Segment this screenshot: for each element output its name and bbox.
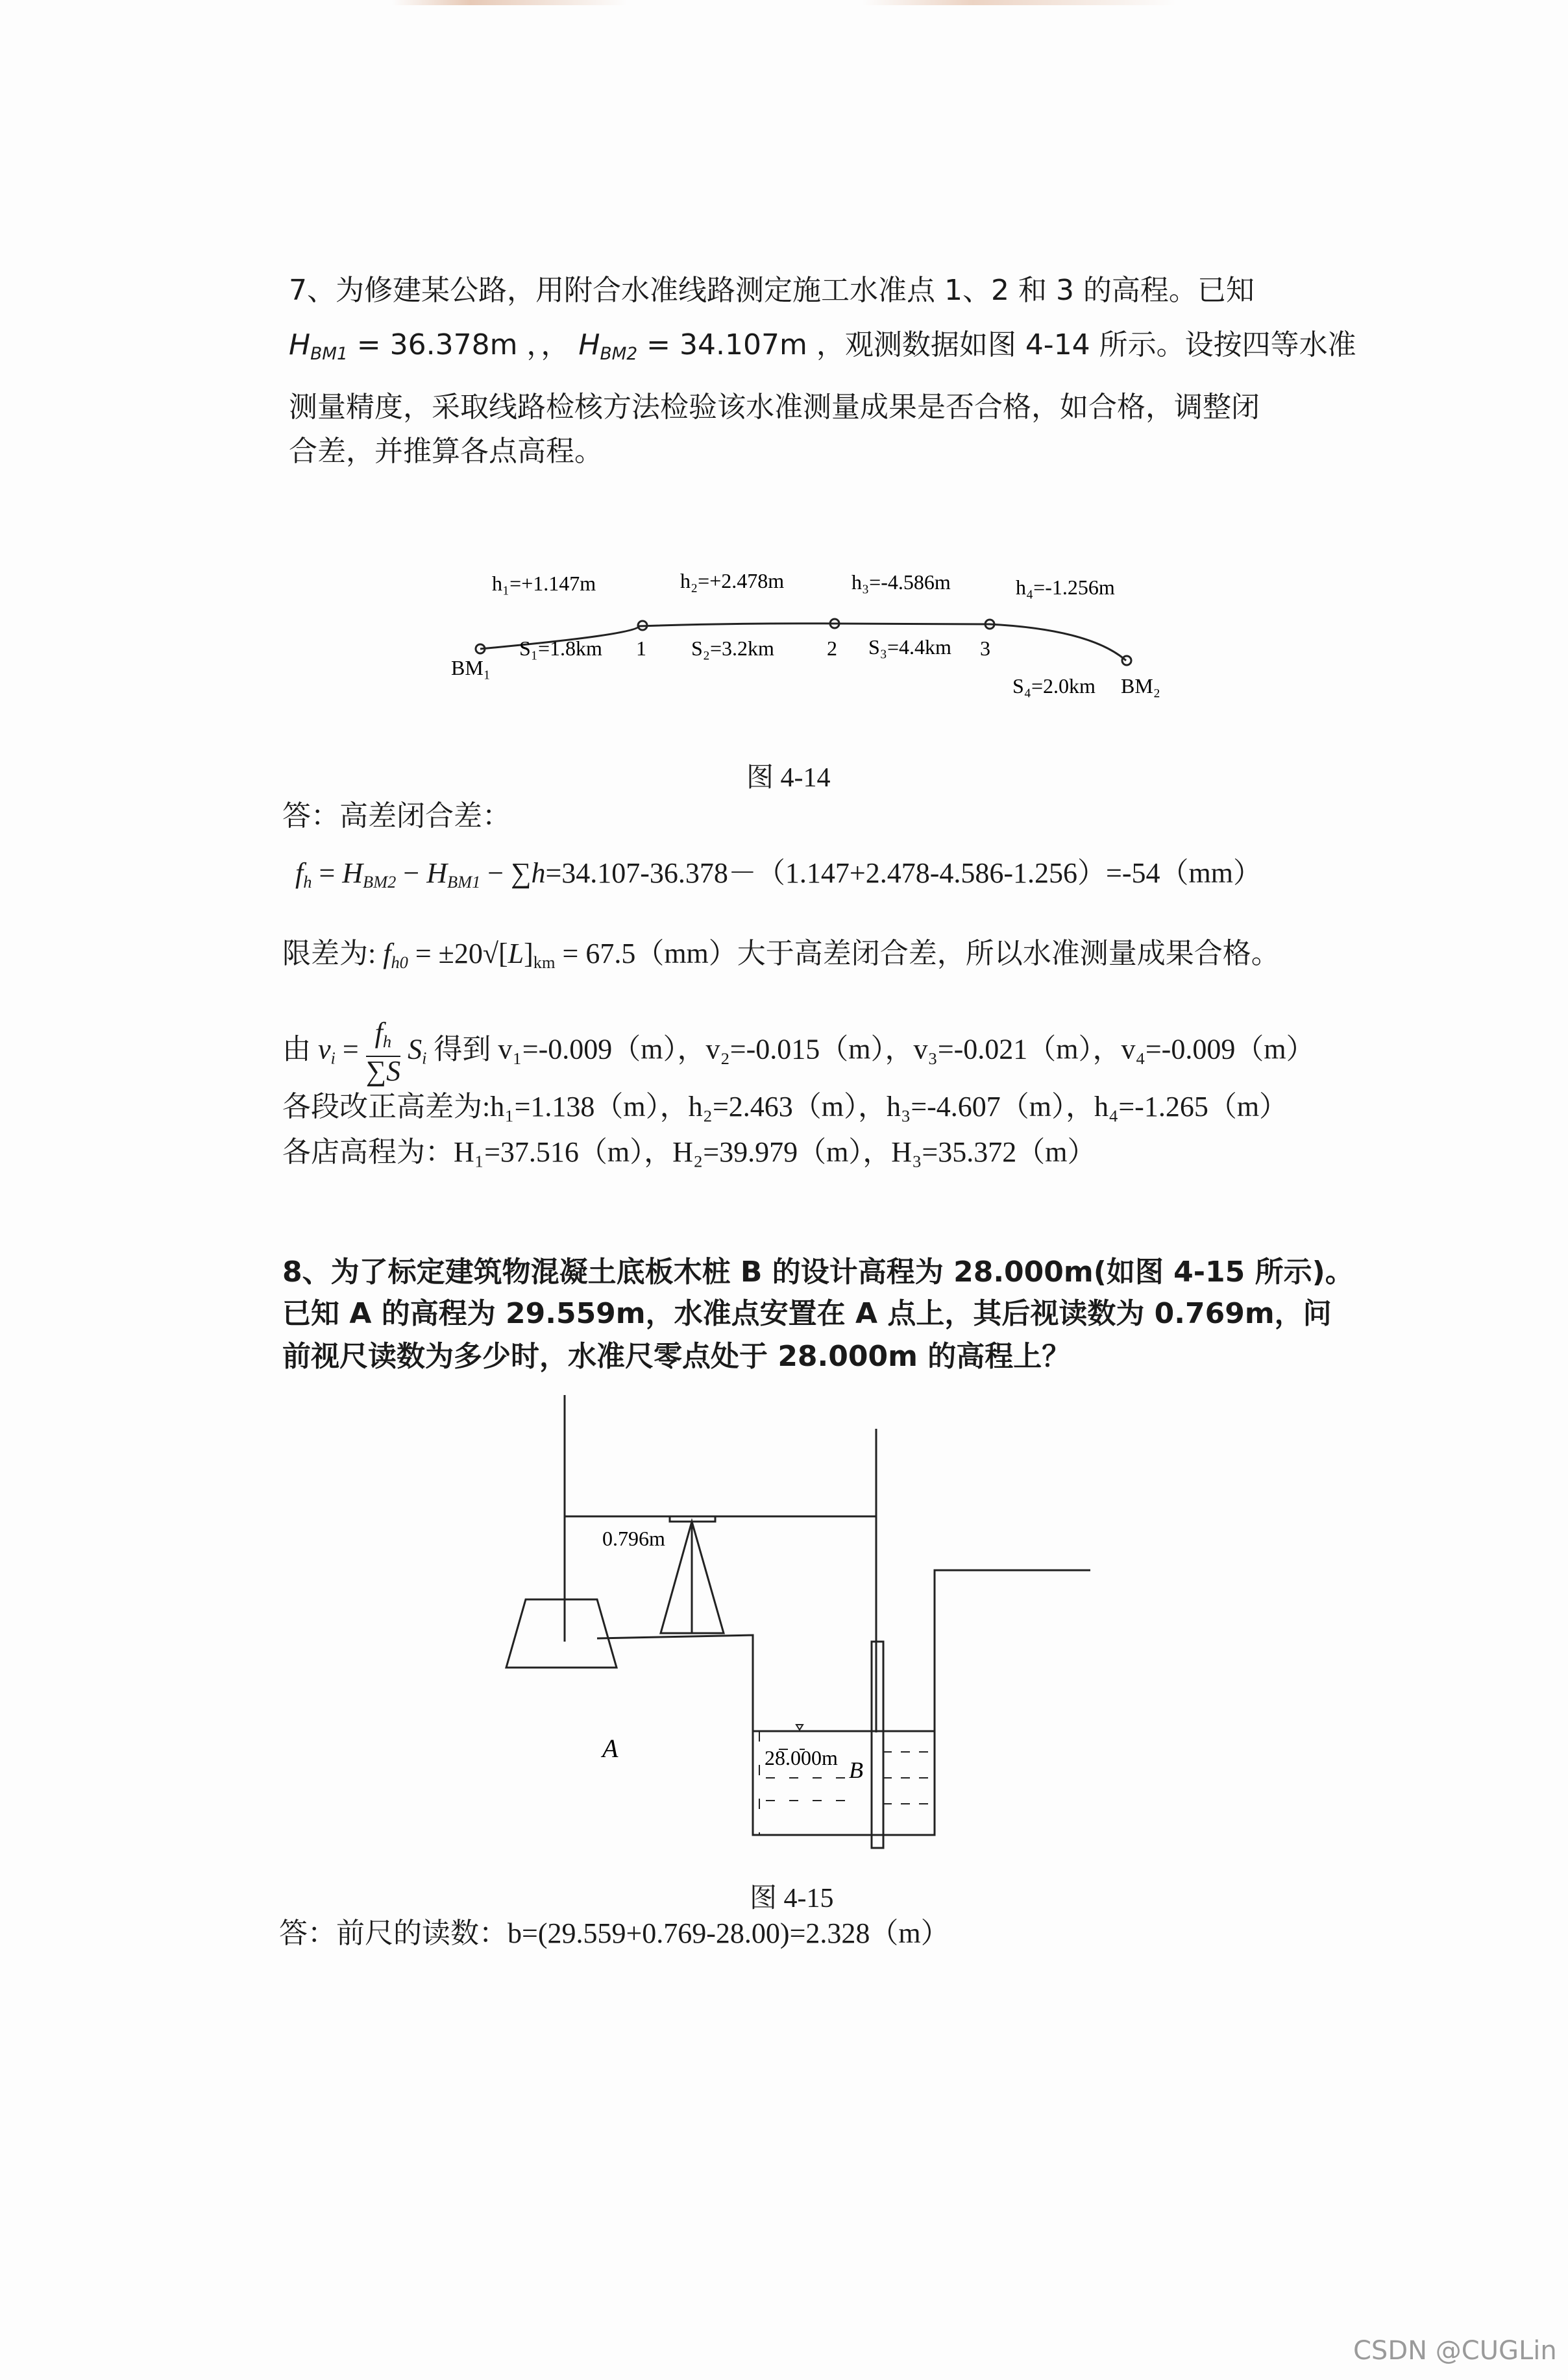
a7-elevations: 各店高程为：H₁=37.516（m），H₂=39.979（m），H₃=35.372（m） bbox=[282, 1136, 1096, 1168]
label-bm1: BM₁ bbox=[451, 656, 491, 679]
h-bm2-subscript: BM2 bbox=[600, 343, 638, 364]
a7-corrected-diffs: 各段改正高差为:h₁=1.138（m），h₂=2.463（m），h₃=-4.607（m），h₄=-1.265（m） bbox=[282, 1091, 1288, 1123]
label-s3: S₃=4.4km bbox=[868, 635, 951, 659]
a7-limit-prefix: 限差为: bbox=[282, 938, 384, 969]
label-h4: h₄=-1.256m bbox=[1016, 576, 1115, 599]
elevation-28-label: 28.000m bbox=[765, 1746, 838, 1769]
ground-profile bbox=[597, 1570, 1090, 1835]
reading-0796-label: 0.796m bbox=[602, 1527, 665, 1550]
q8-line3: 前视尺读数为多少时，水准尺零点处于 28.000m 的高程上？ bbox=[282, 1340, 1071, 1373]
fraction-fh-over-sum-s: $\frac{f_h}{\sum S}$ bbox=[365, 1017, 401, 1087]
a7-limit-suffix: = 67.5（mm）大于高差闭合差，所以水准测量成果合格。 bbox=[555, 938, 1280, 969]
benchmark-a-block bbox=[506, 1599, 617, 1668]
point-b-label: B bbox=[849, 1757, 863, 1783]
label-h2: h₂=+2.478m bbox=[680, 569, 785, 592]
csdn-watermark: CSDN @CUGLin bbox=[1353, 2336, 1557, 2366]
q7-line1: 7、为修建某公路，用附合水准线路测定施工水准点 1、2 和 3 的高程。已知 bbox=[289, 274, 1255, 307]
q7-line4: 合差，并推算各点高程。 bbox=[289, 435, 603, 468]
a7-limit: 限差为: $f_{h0} = \pm 20√[L]_{km} = 67.5(mm)$大于高差闭合差，所以水准测量成果合格。 bbox=[282, 938, 1280, 972]
q8-line1: 8、为了标定建筑物混凝土底板木桩 B 的设计高程为 28.000m(如图 4-15 所示)。 bbox=[282, 1256, 1354, 1289]
label-bm2: BM₂ bbox=[1121, 674, 1160, 698]
label-h1: h₁=+1.147m bbox=[492, 572, 596, 595]
water-level-marker-icon bbox=[796, 1725, 803, 1730]
stake-b bbox=[872, 1642, 883, 1848]
a7-intro: 答：高差闭合差： bbox=[282, 800, 511, 832]
bm2-point bbox=[1122, 656, 1131, 665]
h-bm2-value: = 34.107m ，观测数据如图 4-14 所示。设按四等水准 bbox=[637, 328, 1356, 361]
figure-4-14-leveling-route bbox=[441, 558, 1194, 714]
label-point-3: 3 bbox=[980, 637, 990, 660]
label-h3: h₃=-4.586m bbox=[851, 570, 951, 594]
q8-line2: 已知 A 的高程为 29.559m，水准点安置在 A 点上，其后视读数为 0.769m，问 bbox=[282, 1297, 1332, 1330]
h-bm1-subscript: BM1 bbox=[310, 343, 348, 364]
label-s4: S₄=2.0km bbox=[1012, 674, 1096, 698]
a7-v-prefix: 由 bbox=[282, 1033, 318, 1065]
h-bm1-symbol: H bbox=[289, 328, 311, 361]
label-point-2: 2 bbox=[827, 637, 837, 660]
label-point-1: 1 bbox=[636, 637, 646, 660]
figure-4-15-diagram bbox=[493, 1389, 1116, 1856]
q7-line3: 测量精度，采取线路检核方法检验该水准测量成果是否合格，如合格，调整闭 bbox=[289, 391, 1260, 424]
h-bm2-symbol: H bbox=[578, 328, 600, 361]
a7-closure-value: =34.107-36.378－（1.147+2.478-4.586-1.256）=-54（mm） bbox=[545, 857, 1262, 889]
label-s1: S₁=1.8km bbox=[519, 637, 602, 660]
a7-correction: 由 $v_i$ = $\frac{f_h}{\sum S}$ $S_i$ 得到 v₁=-0.009（m），v₂=-0.015（m），v₃=-0.021（m），v₄=-0.009（m） bbox=[282, 1017, 1315, 1087]
a7-v-results: 得到 v₁=-0.009（m），v₂=-0.015（m），v₃=-0.021（m），v₄=-0.009（m） bbox=[434, 1033, 1315, 1065]
scan-top-edge bbox=[0, 0, 1568, 5]
label-s2: S₂=3.2km bbox=[691, 637, 774, 660]
a8-answer: 答：前尺的读数：b=(29.559+0.769-28.00)=2.328（m） bbox=[279, 1917, 949, 1949]
figure-4-15-caption: 图 4-15 bbox=[750, 1884, 834, 1913]
q7-line2 bbox=[289, 322, 1356, 378]
figure-4-14-caption: 图 4-14 bbox=[746, 763, 831, 793]
a7-closure-formula: $f_h = H_{BM2} - H_{BM1} - \sum h=34.107-36.378-(1.147+2.478-4.586-1.256)=-54(mm)$ bbox=[295, 857, 1262, 892]
point-a-label: A bbox=[602, 1734, 619, 1763]
h-bm1-value: = 36.378m ，， bbox=[347, 328, 570, 361]
